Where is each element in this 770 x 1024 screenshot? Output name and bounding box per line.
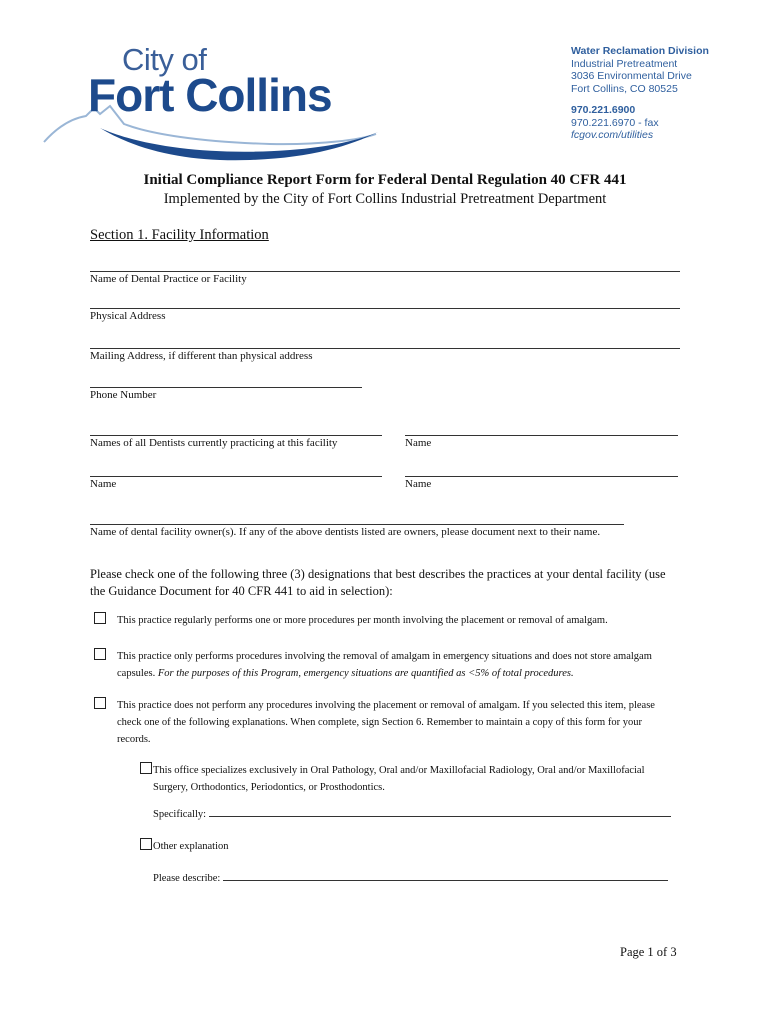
physical-address-label: Physical Address — [90, 310, 166, 322]
mailing-address-line[interactable] — [90, 348, 680, 349]
designation-intro: Please check one of the following three (3) designations that best describes the practices at your dental facility (use the Guidance Document for 40 CFR 441 to aid in selection): — [90, 567, 666, 598]
practice-name-line[interactable] — [90, 271, 680, 272]
option3-checkbox[interactable] — [94, 697, 106, 709]
program-name: Industrial Pretreatment — [571, 57, 678, 70]
website: fcgov.com/utilities — [571, 129, 654, 141]
dentist-name-line-3[interactable] — [405, 476, 678, 477]
owners-line[interactable] — [90, 524, 624, 525]
option2-main: This practice only performs procedures involving the removal of amalgam in emergency situations and does not store amalgam capsules. — [117, 651, 652, 679]
section-heading: Section 1. Facility Information — [90, 227, 269, 243]
logo-city-of: City of — [122, 42, 207, 77]
option1-checkbox[interactable] — [94, 612, 106, 624]
city-state-zip: Fort Collins, CO 80525 — [571, 82, 678, 95]
describe-label: Please describe: — [153, 873, 221, 884]
dentist-name-line-1[interactable] — [405, 435, 678, 436]
dentist-name-line-2[interactable] — [90, 476, 382, 477]
sub2-text: Other explanation — [153, 841, 229, 852]
practice-name-label: Name of Dental Practice or Facility — [90, 273, 247, 285]
describe-field — [153, 870, 678, 887]
describe-input[interactable] — [223, 880, 668, 881]
option1-text: This practice regularly performs one or more procedures per month involving the placement or removal of amalgam. — [117, 615, 608, 626]
logo-fort-collins: Fort Collins — [88, 69, 332, 121]
mailing-address-label: Mailing Address, if different than physical address — [90, 350, 313, 362]
dentists-line[interactable] — [90, 435, 382, 436]
option2-text — [117, 648, 677, 682]
phone-number: 970.221.6900 — [571, 104, 636, 116]
sub2-checkbox[interactable] — [140, 838, 152, 850]
option2-note: For the purposes of this Program, emergency situations are quantified as <5% of total procedures. — [157, 668, 574, 679]
dentist-name-label-2: Name — [90, 478, 117, 490]
document-title: Initial Compliance Report Form for Federal Dental Regulation 40 CFR 441 — [143, 172, 627, 188]
owners-label: Name of dental facility owner(s). If any of the above dentists listed are owners, please document next to their name. — [90, 526, 601, 538]
phone-label: Phone Number — [90, 389, 157, 401]
dentist-name-label-1: Name — [405, 437, 432, 449]
street-address: 3036 Environmental Drive — [571, 70, 692, 82]
option3-text: This practice does not perform any procedures involving the placement or removal of amalgam. If you selected this item, please check one of the following explanations. When complete, sign Section 6. Remember to maintain a copy of this form for your records. — [117, 700, 655, 745]
specifically-label: Specifically: — [153, 809, 207, 820]
document-subtitle: Implemented by the City of Fort Collins Industrial Pretreatment Department — [163, 191, 607, 207]
sub1-checkbox[interactable] — [140, 762, 152, 774]
specifically-field — [153, 806, 678, 823]
specifically-input[interactable] — [209, 816, 671, 817]
physical-address-line[interactable] — [90, 308, 680, 309]
city-logo — [40, 42, 380, 162]
contact-block — [571, 45, 709, 142]
page-number: Page 1 of 3 — [620, 945, 677, 959]
sub1-text: This office specializes exclusively in Oral Pathology, Oral and/or Maxillofacial Radiology, Oral and/or Maxillofacial Surgery, Orthodontics, Periodontics, or Prosthodontics. — [153, 765, 645, 793]
fax-number: 970.221.6970 - fax — [571, 116, 659, 129]
phone-line[interactable] — [90, 387, 362, 388]
division-name: Water Reclamation Division — [571, 45, 709, 57]
dentist-name-label-3: Name — [405, 478, 432, 490]
dentists-label: Names of all Dentists currently practicing at this facility — [90, 437, 338, 449]
option2-checkbox[interactable] — [94, 648, 106, 660]
